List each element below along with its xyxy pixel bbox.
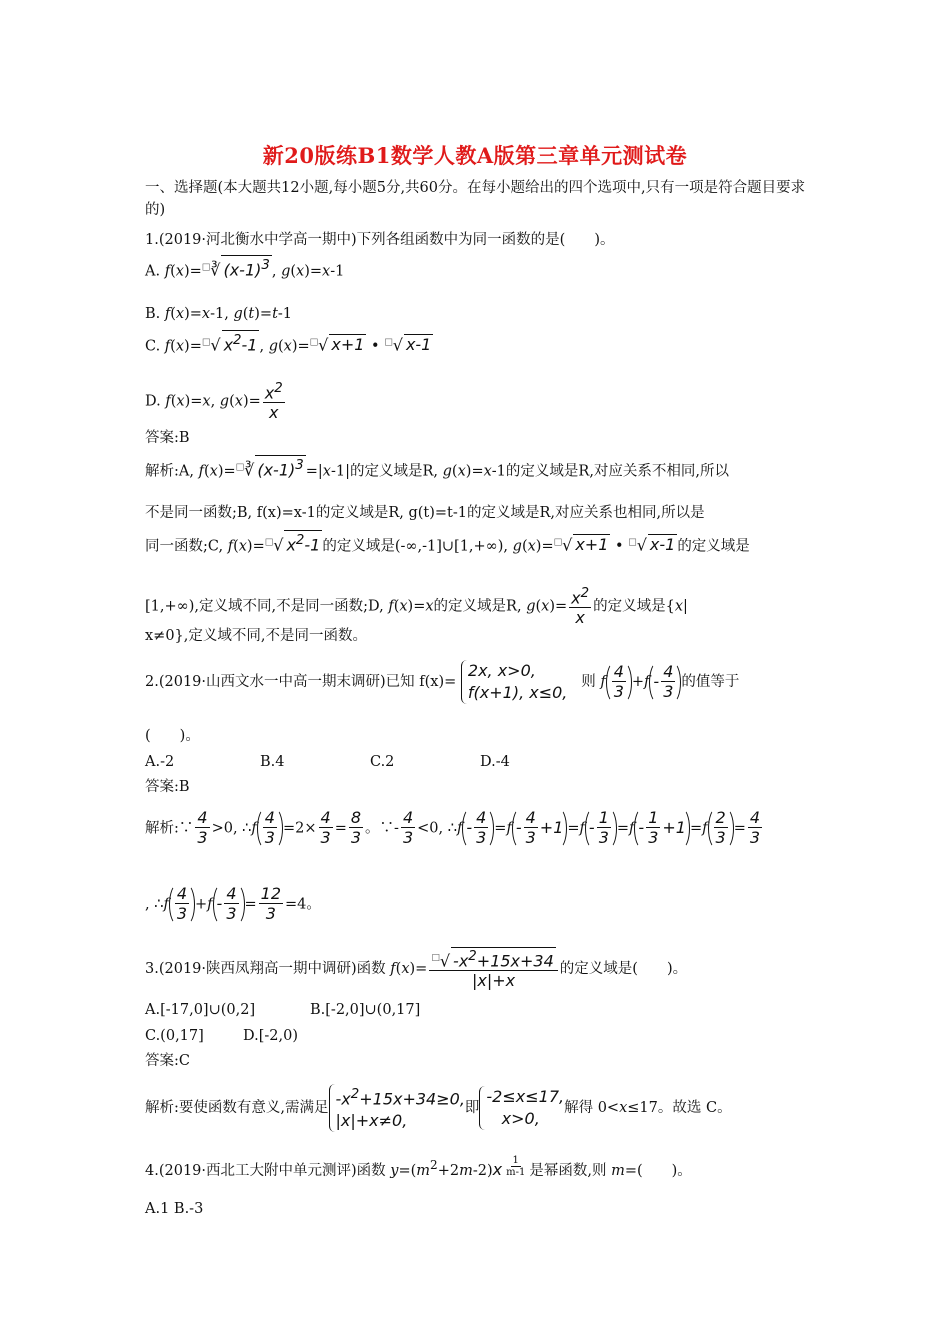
q1-explanation-line5: x≠0},定义域不同,不是同一函数。	[145, 628, 367, 644]
page-title: 新20版练B1数学人教A版第三章单元测试卷	[262, 143, 688, 168]
q2-option-b: B.4	[260, 754, 285, 770]
q2-stem-tail: ( )。	[145, 728, 200, 744]
section-heading: 一、选择题(本大题共12小题,每小题5分,共60分。在每小题给出的四个选项中,只有一项是符合题目要求的)	[145, 180, 806, 218]
q3-option-d: D.[-2,0)	[243, 1028, 298, 1044]
q1-stem: 1.(2019·河北衡水中学高一期中)下列各组函数中为同一函数的是( )。	[145, 232, 615, 248]
q3-options-row1	[145, 1000, 420, 1020]
q2-option-c: C.2	[370, 754, 395, 770]
q1-option-a: A. f(x)=□∛ $(x-1)^3$ , g(x)=x-1	[145, 255, 344, 281]
piecewise-brace: 2x, x>0, f(x+1), x≤0,	[461, 660, 567, 704]
q3-answer: 答案:C	[145, 1053, 190, 1069]
q1-answer: 答案:B	[145, 430, 190, 446]
q4-stem: 4.(2019·西北工大附中单元测评)函数 $y=(m^2+2m-2)x$ $^{\frac{1}{m-1}}$ 是幂函数,则 m=( )。	[145, 1155, 692, 1179]
q2-option-a: A.-2	[145, 754, 175, 770]
q2-option-d: D.-4	[480, 754, 510, 770]
q1-explanation-line2: 不是同一函数;B, f(x)=x-1的定义域是R, g(t)=t-1的定义域是R,对应关系也相同,所以是	[145, 505, 705, 521]
q2-explanation-line1: 解析:∵ $\frac{4}{3}$ >0, ∴f $\frac{4}{3}$ =2× $\frac{4}{3}$ = $\frac{8}{3}$ 。∵- $\frac{4}{3}$ <0, ∴f - $\frac{4}{3}$ =f - $\frac{4}{3}$ +1 =f - $\frac{1}{3}$ =f - $\frac{1}{3}$ +1 =f $\frac{2}{3}$ = $\frac{4}{3}$	[145, 808, 761, 847]
q2-stem: 2.(2019·山西文水一中高一期末调研)已知 f(x)= 2x, x>0, f(x+1), x≤0, 则 f $\frac{4}{3}$ +f - $\frac{4}{3}$ 的值等于	[145, 661, 740, 702]
q1-option-b: B. f(x)=x-1, g(t)=t-1	[145, 306, 293, 322]
q3-option-a: A.[-17,0]∪(0,2]	[145, 1002, 256, 1018]
q1-explanation-line3: 同一函数;C, f(x)=□√ $x^2-1$ 的定义域是(-∞,-1]∪[1,+∞), g(x)=□√ x+1 • □√ x-1 的定义域是	[145, 530, 750, 556]
q1-explanation-line4: [1,+∞),定义域不同,不是同一函数;D, f(x)=x的定义域是R, g(x)= $\frac{x^2}{x}$ 的定义域是{x|	[145, 586, 688, 628]
q1-explanation-line1: 解析:A, f(x)=□∛ $(x-1)^3 =|x-1|$的定义域是R, g(x)=x-1的定义域是R,对应关系不相同,所以	[145, 455, 729, 481]
q3-option-c: C.(0,17]	[145, 1028, 204, 1044]
q3-option-b: B.[-2,0]∪(0,17]	[310, 1002, 421, 1018]
q2-explanation-line2: , ∴f $\frac{4}{3}$ +f - $\frac{4}{3}$ = $\frac{12}{3}$ =4。	[145, 884, 321, 923]
q3-explanation: 解析:要使函数有意义,需满足 $-x^2+15x+34\ge 0$, |x|+x≠0, 即 -2≤x≤17, x>0, 解得 0<x≤17。故选 C。	[145, 1084, 732, 1132]
q1-option-d: D. f(x)=x, g(x)= $\frac{x^2}{x}$	[145, 381, 283, 423]
q4-options: A.1 B.-3	[145, 1201, 204, 1217]
q3-options-row2	[145, 1026, 298, 1046]
q1-option-c: C. f(x)=□√ $x^2-1$ , g(x)=□√ x+1 • □√ x-1	[145, 330, 433, 356]
q3-stem: 3.(2019·陕西凤翔高一期中调研)函数 f(x)= $\frac{^□√ -x^2+15x+34}{|x|+x}$ 的定义域是( )。	[145, 949, 688, 991]
q2-options	[145, 752, 510, 772]
q2-answer: 答案:B	[145, 779, 190, 795]
